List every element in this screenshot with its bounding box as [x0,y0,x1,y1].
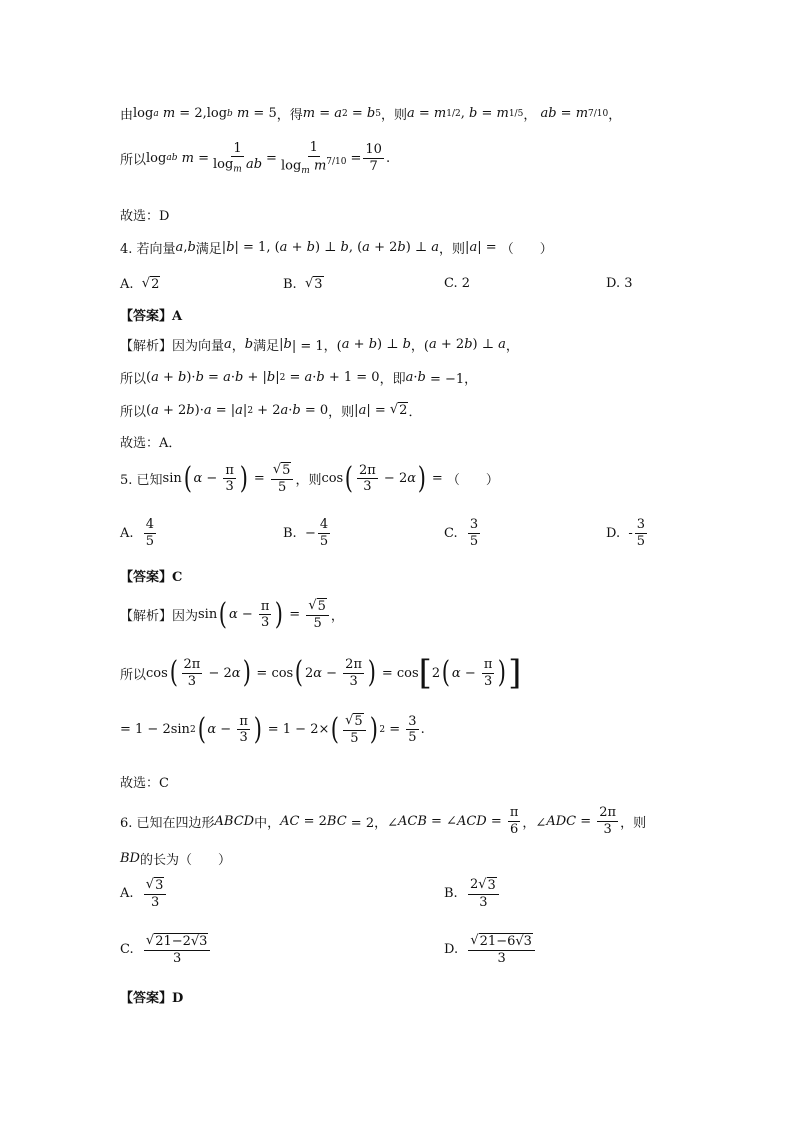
q5-option-c: C. $\frac{3}{5}$ [444,517,479,549]
q6-option-b: B. 2√ 3 3 [444,877,501,910]
q4-analysis-line3: 所以 ( a + 2 b )· a = | a | 2 + 2 a · b = 0 ，则 | a | = √ 2 ． [120,402,422,420]
q5-option-a: A. $\frac{4}{5}$ [120,517,155,549]
q4-stem: 4. 若向量 a , b 满足 | b | = 1, ( a + b ) ⊥ b , ( a + 2 b ) ⊥ a ，则 | a | = （ ） [120,240,553,257]
q4-option-d: D. 3 [606,276,633,291]
q5-option-d: D. - $\frac{3}{5}$ [606,517,646,549]
q5-choose: 故选：C [120,776,169,791]
q5-analysis-line1: 【解析】因为 sin ( α − $\frac{\pi}{3}$ ) = √ 5 5 ， [120,596,344,632]
q4-option-b: B. √ 3 [283,276,323,292]
q6-stem-line2: BD 的长为（ ） [120,851,231,868]
q3-choose: 故选：D [120,209,170,224]
q4-analysis-line1: 【解析】因为向量 a ， b 满足 | b | = 1，( a + b ) ⊥ b ，( a + 2 b ) ⊥ a ， [120,337,519,354]
q6-option-d: D. √ 21−6√3 3 [444,933,537,966]
q3-solution-line1: 由 log a m = 2,log b m = 5 ，得 m = a 2 = b 5 ，则 a = m 1/2 , b = m 1/5 ， ab = m 7/10 ， [120,106,622,123]
q5-answer: 【答案】C [120,570,183,585]
q4-answer: 【答案】A [120,309,183,324]
q3-solution-line2: 所以 log ab m = $\frac{1}{\log_m ab}$ = $\frac{1}{\log_m m^{7/10}}$ = $\frac{10}{7}$ . [120,140,391,176]
q5-stem: 5. 已知 sin ( α − $\frac{\pi}{3}$ ) = √ 5 5 ，则 cos ( $\frac{2\pi}{3}$ − 2 α ) = （ ） [120,460,499,496]
q5-analysis-line2: 所以 cos ( $\frac{2\pi}{3}$ − 2 α ) = cos ( 2 α − $\frac{2\pi}{3}$ ) = cos [ 2 ( α − $\frac{\pi}{3}$ ) ] [120,653,522,693]
q5-option-b: B. − $\frac{4}{5}$ [283,517,329,549]
q6-option-c: C. √ 21−2√3 3 [120,933,212,966]
q6-option-a: A. √ 3 3 [120,877,168,910]
q4-analysis-line2: 所以 ( a + b )· b = a · b + | b | 2 = a · b + 1 = 0 ，即 a · b = −1， [120,370,478,387]
q6-stem: 6. 已知在四边形 ABCD 中， AC = 2 BC = 2，∠ ACB = ∠ ACD = $\frac{\pi}{6}$ ，∠ ADC = $\frac{2\pi}{3}$ ，则 [120,805,647,837]
q4-option-c: C. 2 [444,276,471,291]
q4-choose: 故选：A． [120,436,182,451]
q4-option-a: A. √ 2 [120,276,160,292]
q6-answer: 【答案】D [120,991,184,1006]
q5-analysis-line3: = 1 − 2sin 2 ( α − $\frac{\pi}{3}$ ) = 1 − 2× ( √ 5 5 ) 2 = $\frac{3}{5}$ . [120,711,425,747]
